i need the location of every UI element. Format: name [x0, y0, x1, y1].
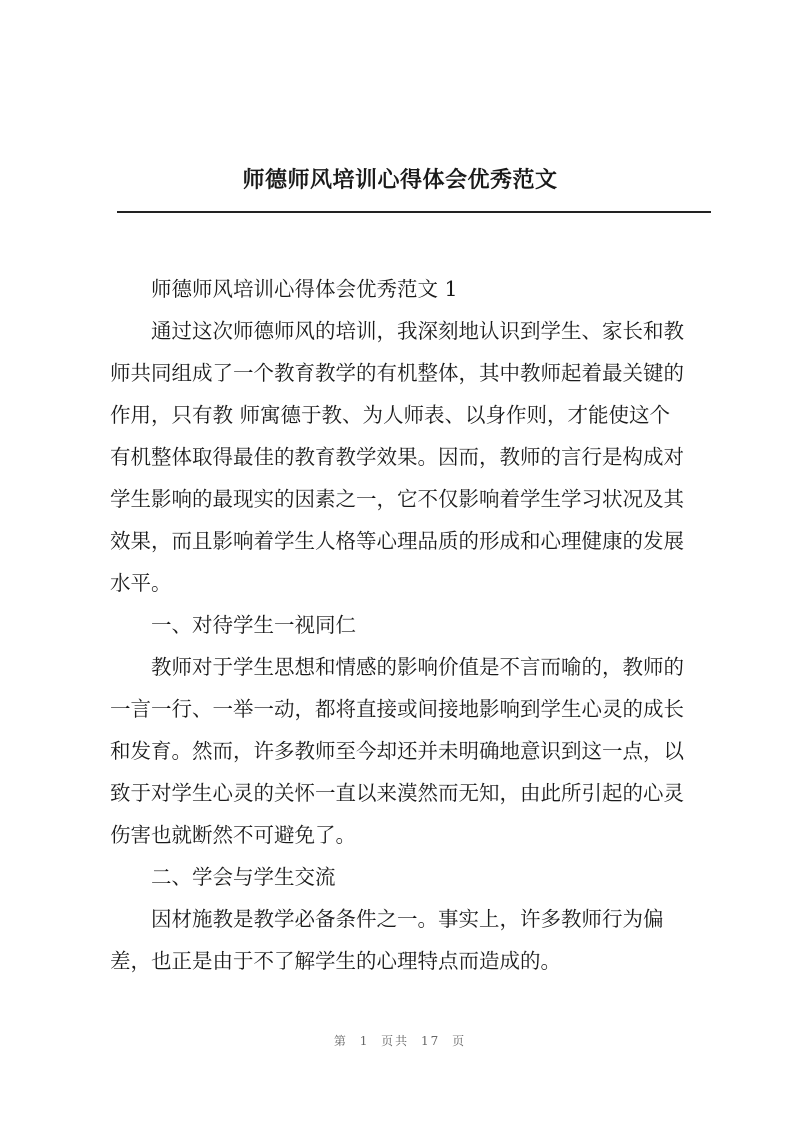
paragraph-line: 有机整体取得最佳的教育教学效果。因而，教师的言行是构成对 [110, 445, 684, 469]
paragraph-line: 效果，而且影响着学生人格等心理品质的形成和心理健康的发展 [110, 529, 684, 553]
page-number-footer: 第 1 页共 17 页 [333, 1034, 467, 1048]
title-divider [117, 211, 711, 213]
paragraph-line: 和发育。然而，许多教师至今却还并未明确地意识到这一点，以 [110, 739, 684, 763]
section-heading: 师德师风培训心得体会优秀范文 1 [151, 277, 458, 301]
paragraph-line: 师共同组成了一个教育教学的有机整体，其中教师起着最关键的 [110, 361, 684, 385]
paragraph-line: 伤害也就断然不可避免了。 [110, 823, 356, 847]
paragraph-line: 差，也正是由于不了解学生的心理特点而造成的。 [110, 949, 561, 973]
paragraph-line: 致于对学生心灵的关怀一直以来漠然而无知，由此所引起的心灵 [110, 781, 684, 805]
paragraph-line: 因材施教是教学必备条件之一。事实上，许多教师行为偏 [151, 907, 664, 931]
document-body [110, 268, 712, 982]
paragraph-line: 作用，只有教 师寓德于教、为人师表、以身作则，才能使这个 [110, 403, 671, 427]
paragraph-line: 教师对于学生思想和情感的影响价值是不言而喻的，教师的 [151, 655, 684, 679]
paragraph-line: 学生影响的最现实的因素之一，它不仅影响着学生学习状况及其 [110, 487, 684, 511]
section-heading: 一、对待学生一视同仁 [151, 613, 356, 637]
section-heading: 二、学会与学生交流 [151, 865, 336, 889]
page-title: 师德师风培训心得体会优秀范文 [242, 168, 558, 193]
paragraph-line: 通过这次师德师风的培训，我深刻地认识到学生、家长和教 [151, 319, 684, 343]
paragraph-line: 水平。 [110, 571, 172, 595]
paragraph-line: 一言一行、一举一动，都将直接或间接地影响到学生心灵的成长 [110, 697, 684, 721]
